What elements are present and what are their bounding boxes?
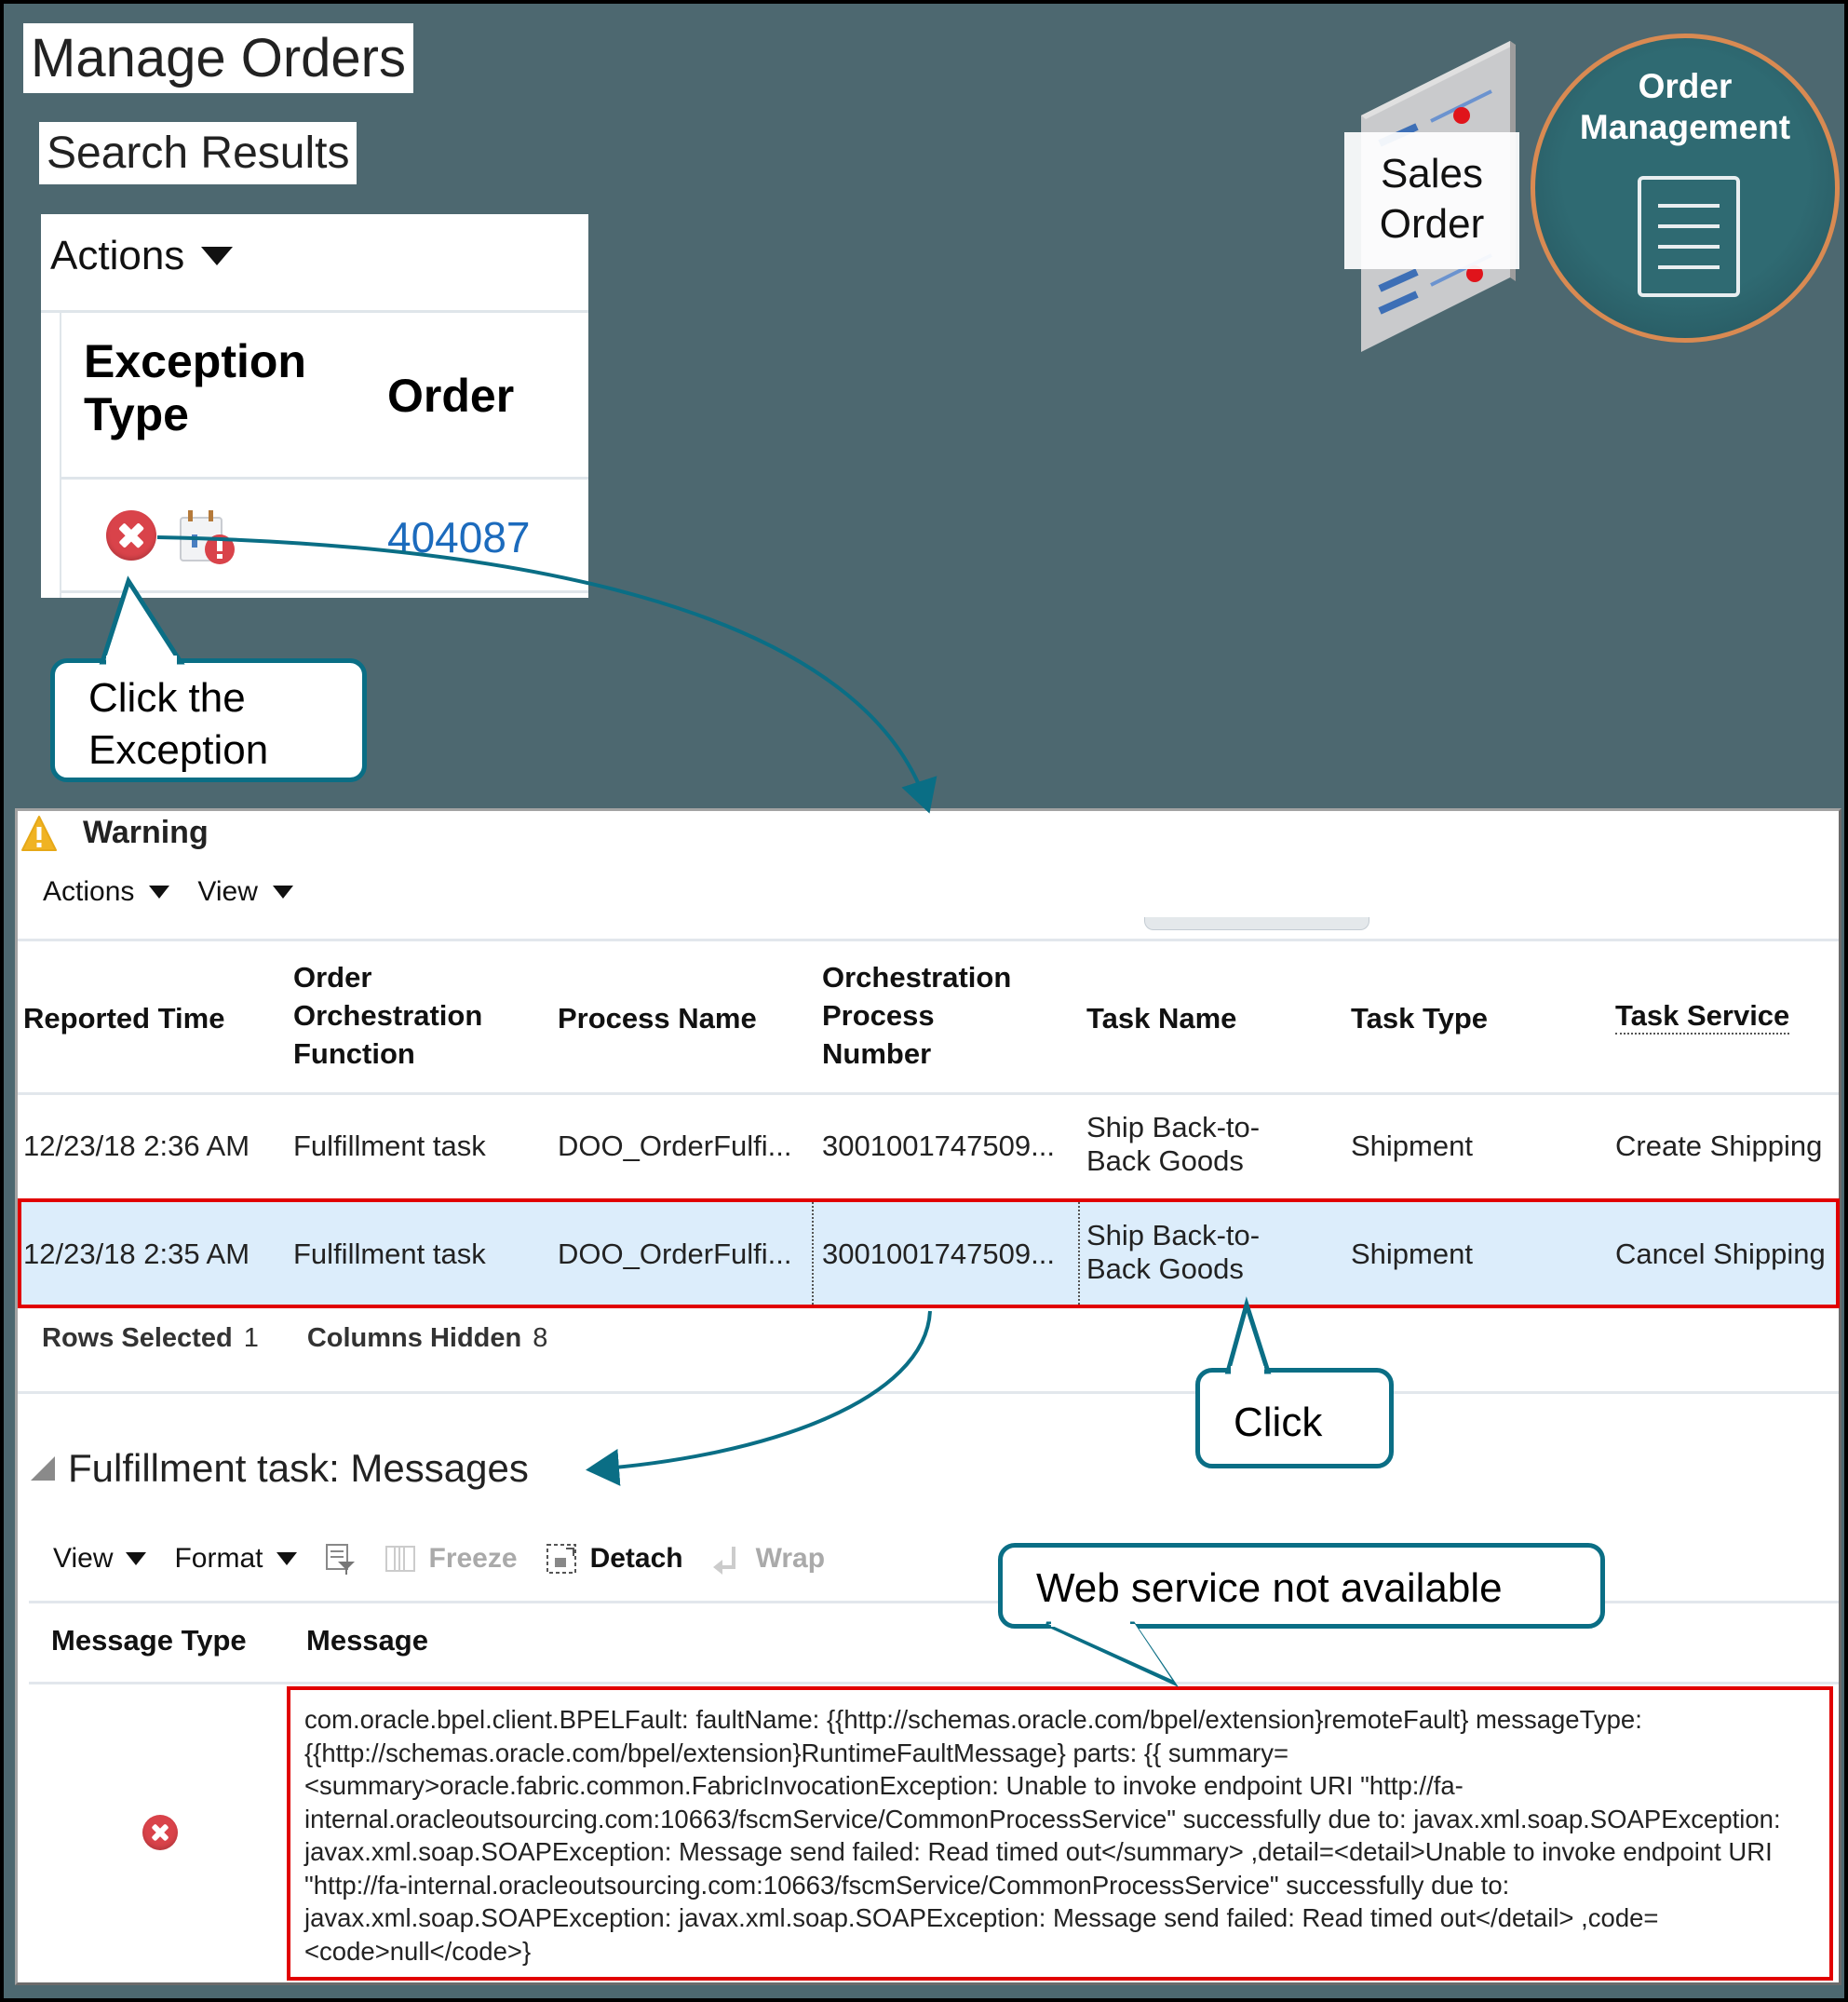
- columns-hidden-label: Columns Hidden: [306, 1323, 522, 1353]
- format-menu-label: Format: [174, 1543, 263, 1574]
- message-line: internal.oracleoutsourcing.com:10663/fscmService/CommonProcessService" successfully due to: javax.xml.soap.SOAPException:: [304, 1804, 1781, 1833]
- callout-click-exception: Click the Exception: [50, 658, 367, 782]
- column-header-order-orchestration-function[interactable]: Order Orchestration Function: [293, 961, 483, 1070]
- column-header-order[interactable]: Order: [387, 370, 515, 422]
- chevron-down-icon: [277, 1552, 297, 1565]
- divider: [60, 313, 61, 598]
- cell-task-name[interactable]: Ship Back-to-Back Goods: [1086, 1219, 1261, 1285]
- actions-menu-label: Actions: [50, 233, 185, 278]
- callout-click: Click: [1195, 1368, 1394, 1468]
- warning-dialog: [15, 808, 1841, 1985]
- divider: [29, 1682, 1839, 1684]
- column-header-message-type[interactable]: Message Type: [51, 1624, 247, 1657]
- cell-reported-time: 12/23/18 2:36 AM: [23, 1130, 250, 1162]
- column-header-task-type[interactable]: Task Type: [1351, 1002, 1489, 1035]
- table-row-selected[interactable]: [18, 1198, 1840, 1308]
- divider: [18, 1391, 1839, 1394]
- divider: [60, 590, 588, 593]
- message-text[interactable]: [287, 1686, 1833, 1981]
- divider: [41, 310, 588, 313]
- column-header-task-service[interactable]: Task Service: [1615, 999, 1789, 1035]
- cell-task-name: Ship Back-to-Back Goods: [1086, 1111, 1261, 1177]
- cell-reported-time: 12/23/18 2:35 AM: [23, 1238, 250, 1270]
- column-header-message[interactable]: Message: [306, 1624, 428, 1657]
- freeze-button[interactable]: [384, 1543, 518, 1575]
- warning-icon: [20, 815, 58, 852]
- cell-task-type: Shipment: [1351, 1130, 1473, 1162]
- cell-task-type: Shipment: [1351, 1238, 1473, 1270]
- chevron-down-icon: [149, 886, 169, 899]
- cell-function: Fulfillment task: [293, 1238, 486, 1270]
- exceptions-toolbar: [43, 876, 293, 908]
- freeze-label: Freeze: [428, 1543, 518, 1574]
- order-number-link[interactable]: 404087: [387, 513, 531, 561]
- query-by-example-button[interactable]: [325, 1543, 357, 1575]
- wrap-label: Wrap: [755, 1543, 826, 1574]
- search-results-table: [41, 214, 588, 598]
- messages-toolbar: [53, 1543, 853, 1575]
- columns-hidden-count[interactable]: 8: [533, 1323, 548, 1353]
- cell-process-number: 3001001747509...: [822, 1238, 1055, 1270]
- divider: [60, 477, 588, 480]
- column-header-exception-type[interactable]: Exception Type: [84, 335, 306, 440]
- actions-menu[interactable]: [50, 233, 233, 279]
- wrap-button[interactable]: [711, 1543, 825, 1575]
- view-menu-label: View: [53, 1543, 114, 1574]
- message-line: javax.xml.soap.SOAPException: Message send failed: Read timed out</summary> ,detail=<detail>Unable to invoke endpoint URI: [304, 1837, 1773, 1866]
- splitter-handle[interactable]: [1144, 917, 1369, 930]
- cell-task-service: Cancel Shipping: [1615, 1238, 1826, 1270]
- detach-button[interactable]: [546, 1543, 683, 1575]
- cell-process-name: DOO_OrderFulfi...: [558, 1130, 792, 1162]
- chevron-down-icon: [126, 1552, 146, 1565]
- column-header-orchestration-process-number[interactable]: Orchestration Process Number: [822, 961, 1012, 1070]
- wrap-icon: [711, 1543, 743, 1575]
- message-line: javax.xml.soap.SOAPException: javax.xml.soap.SOAPException: Message send failed: Read timed out</detail> ,code=: [304, 1903, 1659, 1932]
- exception-error-icon[interactable]: [106, 510, 156, 561]
- column-header-task-name[interactable]: Task Name: [1086, 1002, 1237, 1035]
- callout-web-service: Web service not available: [998, 1543, 1605, 1629]
- rows-selected-label: Rows Selected: [42, 1323, 233, 1353]
- cell-function: Fulfillment task: [293, 1130, 486, 1162]
- view-menu[interactable]: [53, 1543, 146, 1575]
- view-menu-label: View: [197, 876, 258, 907]
- sales-order-label: Sales Order: [1344, 132, 1519, 269]
- page-title: Manage Orders: [23, 23, 413, 93]
- divider: [18, 939, 1839, 941]
- calendar-warning-icon[interactable]: [177, 507, 236, 568]
- document-icon: [1638, 176, 1740, 297]
- message-line: <code>null</code>}: [304, 1936, 532, 1966]
- detach-label: Detach: [589, 1543, 683, 1574]
- filter-icon: [325, 1543, 357, 1575]
- message-error-icon: [142, 1815, 178, 1850]
- message-line: {{http://schemas.oracle.com/bpel/extension}RuntimeFaultMessage} parts: {{ summary=: [304, 1738, 1289, 1767]
- divider: [1078, 1202, 1080, 1305]
- order-management-label: Order Management: [1579, 67, 1791, 146]
- order-management-badge: [1531, 34, 1840, 343]
- table-status-bar: [42, 1323, 585, 1354]
- actions-menu-label: Actions: [43, 876, 135, 907]
- message-line: com.oracle.bpel.client.BPELFault: faultName: {{http://schemas.oracle.com/bpel/extension}remoteFault} messageType:: [304, 1705, 1642, 1734]
- cell-task-service: Create Shipping: [1615, 1130, 1823, 1162]
- divider: [18, 1092, 1839, 1095]
- chevron-down-icon: [273, 886, 293, 899]
- column-header-process-name[interactable]: Process Name: [558, 1002, 757, 1035]
- actions-menu[interactable]: [43, 876, 169, 908]
- message-line: "http://fa-internal.oracleoutsourcing.com:10663/fscmService/CommonProcessService" successfully due to:: [304, 1870, 1510, 1900]
- rows-selected-count: 1: [243, 1323, 259, 1353]
- format-menu[interactable]: [174, 1543, 296, 1575]
- cell-process-name: DOO_OrderFulfi...: [558, 1238, 792, 1270]
- message-line: <summary>oracle.fabric.common.FabricInvocationException: Unable to invoke endpoint URI "http://fa-: [304, 1771, 1464, 1800]
- messages-section-title: Fulfillment task: Messages: [68, 1446, 529, 1490]
- collapse-triangle-icon[interactable]: [31, 1456, 55, 1481]
- view-menu[interactable]: [197, 876, 292, 908]
- freeze-columns-icon: [384, 1543, 416, 1575]
- column-header-reported-time[interactable]: Reported Time: [23, 1002, 225, 1035]
- detach-icon: [546, 1543, 577, 1575]
- section-title-search-results: Search Results: [39, 122, 357, 184]
- cell-process-number: 3001001747509...: [822, 1130, 1055, 1162]
- messages-section-header[interactable]: [31, 1446, 529, 1491]
- chevron-down-icon: [201, 247, 233, 265]
- divider: [812, 1202, 814, 1305]
- dialog-title: Warning: [83, 815, 209, 850]
